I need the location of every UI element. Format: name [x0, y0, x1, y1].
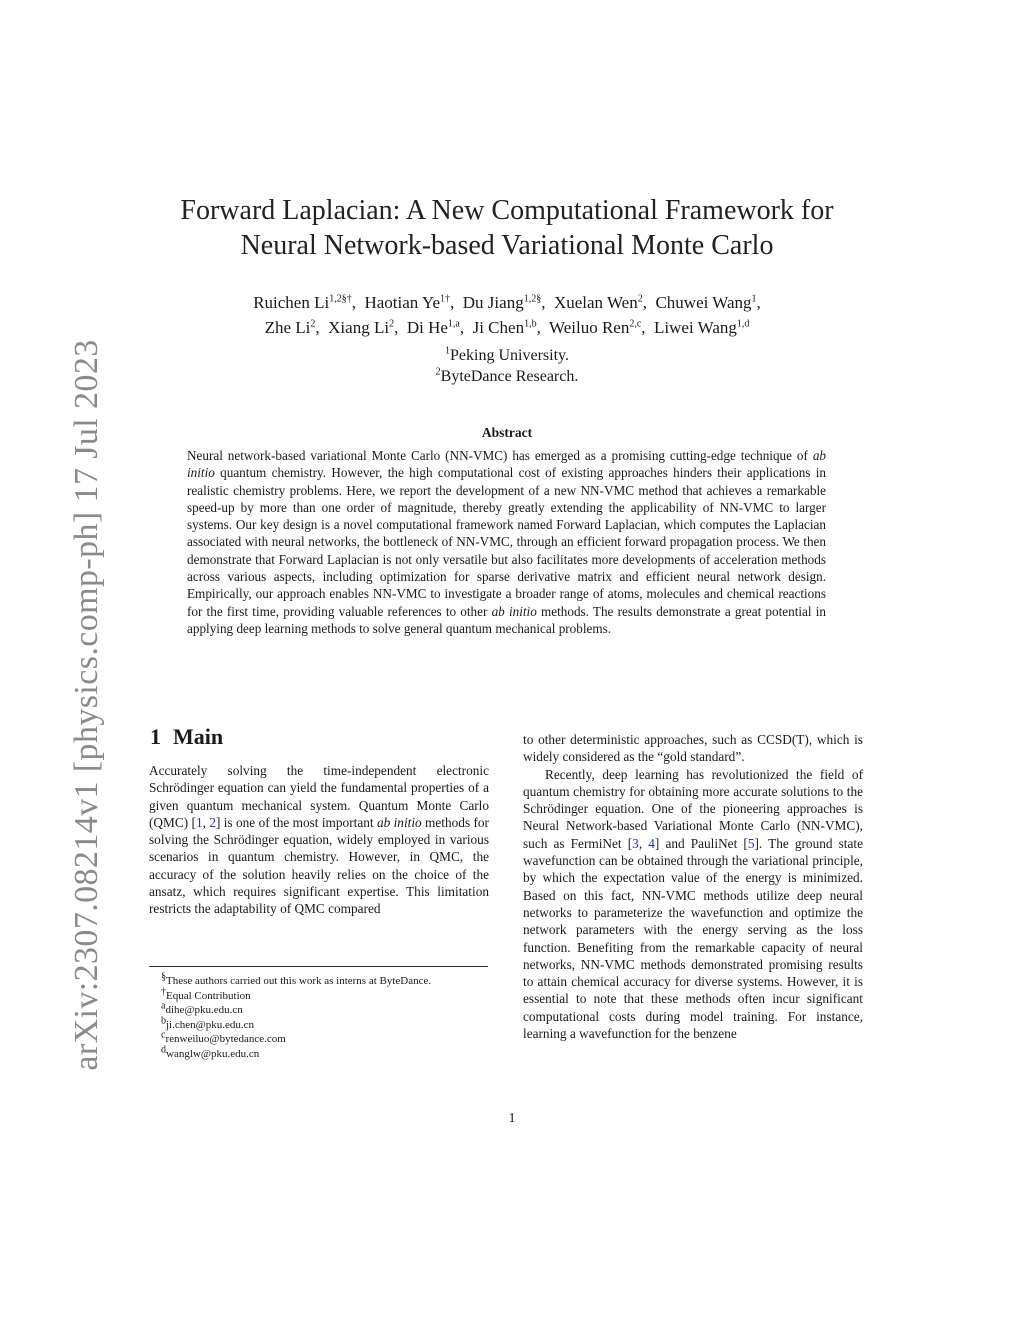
author-line-1: Ruichen $Li^{1,2\S\dagger}$, Haotian $Ye^{1\dagger}$, Du Jiang$^{1,2\S}$, Xuelan Wen$^2$, Chuwei Wang$^1$, [253, 293, 761, 312]
author: Di He$^{1,a}$ [406, 318, 460, 337]
affiliations [140, 345, 874, 387]
author-line-2: Zhe Li$^2$, Xiang Li$^2$, Di He$^{1,a}$, Ji Chen$^{1,b}$, Weiluo Ren$^{2,c}$, Liwei Wang$^{1,d}$ [264, 318, 750, 337]
paper-title [140, 193, 874, 263]
citation-link[interactable]: 4 [648, 835, 655, 851]
affiliation: $^1$Peking University. [445, 345, 569, 364]
author: Ruichen $Li^{1,2\S\dagger}$ [253, 293, 352, 312]
section-number: 1 [150, 724, 161, 749]
title-line-2: Neural Network-based Variational Monte Carlo [240, 230, 774, 261]
footnote: †Equal Contribution [161, 985, 251, 1002]
page-number: 1 [508, 1111, 516, 1126]
citation-link[interactable]: 3 [632, 835, 639, 851]
author: Zhe Li$^2$ [264, 318, 316, 337]
citation-link[interactable]: 2 [209, 814, 216, 830]
section-heading [150, 724, 223, 750]
left-column [149, 762, 489, 918]
footnote: $^d$wanglw@pku.edu.cn [161, 1044, 260, 1060]
paragraph: Accurately solving the time-independent electronic Schrödinger equation can yield the fundamental properties of a given quantum mechanical system. Quantum Monte Carlo (QMC) [1, 2] is one of the most important ab initio methods for solving the Schrödinger equation, widely employed in various scenarios in quantum chemistry. However, in QMC, the accuracy of the solution heavily relies on the choice of the ansatz, which requires significant expertise. This limitation restricts the adaptability of QMC compared [149, 763, 489, 917]
title-line-1: Forward Laplacian: A New Computational Framework for [180, 195, 834, 226]
affiliation: $^2$ByteDance Research. [435, 366, 579, 385]
author: Haotian $Ye^{1\dagger}$ [364, 293, 451, 312]
author: Chuwei Wang$^1$ [655, 293, 757, 312]
author: Weiluo Ren$^{2,c}$ [549, 318, 642, 337]
footnote: $^a$dihe@pku.edu.cn [161, 1000, 243, 1017]
arxiv-stamp[interactable]: arXiv:2307.08214v1 [physics.comp-ph] 17 Jul 2023 [68, 339, 105, 1071]
footnote: §These authors carried out this work as interns at ByteDance. [161, 971, 432, 987]
section-title: Main [173, 724, 224, 749]
footnote-divider [149, 966, 488, 967]
author-list [140, 290, 874, 340]
citation-link[interactable]: 1 [195, 814, 203, 830]
paragraph: Recently, deep learning has revolutionized the field of quantum chemistry for obtaining more accurate solutions to the Schrödinger equation. One of the pioneering approaches is Neural Network-based Variational Monte Carlo (NN-VMC), such as FermiNet [3, 4] and PauliNet [5]. The ground state wavefunction can be obtained through the variational principle, by which the expectation value of the energy is minimized. Based on this fact, NN-VMC methods utilize deep neural networks to parameterize the wavefunction and optimize the network parameters with the energy serving as the loss function. Benefiting from the remarkable capacity of neural networks, NN-VMC methods demonstrated promising results to attain chemical accuracy for diverse systems. However, it is essential to note that these methods often incur significant computational costs during model training. For instance, learning a wavefunction for the benzene [523, 766, 864, 1042]
paragraph: to other deterministic approaches, such as CCSD(T), which is widely considered as the “gold standard”. [523, 732, 863, 765]
footnote: $^b$ji.chen@pku.edu.cn [161, 1015, 255, 1031]
author: Xuelan Wen$^2$ [553, 293, 643, 312]
citation-link[interactable]: 5 [747, 835, 755, 851]
author: Xiang Li$^2$ [328, 318, 395, 337]
footnotes [149, 971, 489, 1062]
abstract-heading: Abstract [481, 425, 533, 440]
abstract-body: Neural network-based variational Monte Carlo (NN-VMC) has emerged as a promising cutting-edge technique of ab initio quantum chemistry. However, the high computational cost of existing approaches hinders their applications in realistic chemistry problems. Here, we report the development of a new NN-VMC method that achieves a remarkable speed-up by more than one order of magnitude, thereby greatly extending the applicability of NN-VMC to larger systems. Our key design is a novel computational framework named Forward Laplacian, which computes the Laplacian associated with neural networks, the bottleneck of NN-VMC, through an efficient forward propagation process. We then demonstrate that Forward Laplacian is not only versatile but also facilitates more developments of acceleration methods across various aspects, including optimization for sparse derivative matrix and efficient neural network design. Empirically, our approach enables NN-VMC to investigate a broader range of atoms, molecules and chemical reactions for the first time, providing valuable references to other ab initio methods. The results demonstrate a great potential in applying deep learning methods to solve general quantum mechanical problems. [187, 448, 826, 636]
author: Liwei Wang$^{1,d}$ [654, 318, 750, 337]
right-column [523, 731, 863, 1042]
author: Ji Chen$^{1,b}$ [472, 318, 537, 337]
footnote: $^c$renweiluo@bytedance.com [161, 1029, 286, 1046]
author: Du Jiang$^{1,2\S}$ [462, 293, 542, 312]
